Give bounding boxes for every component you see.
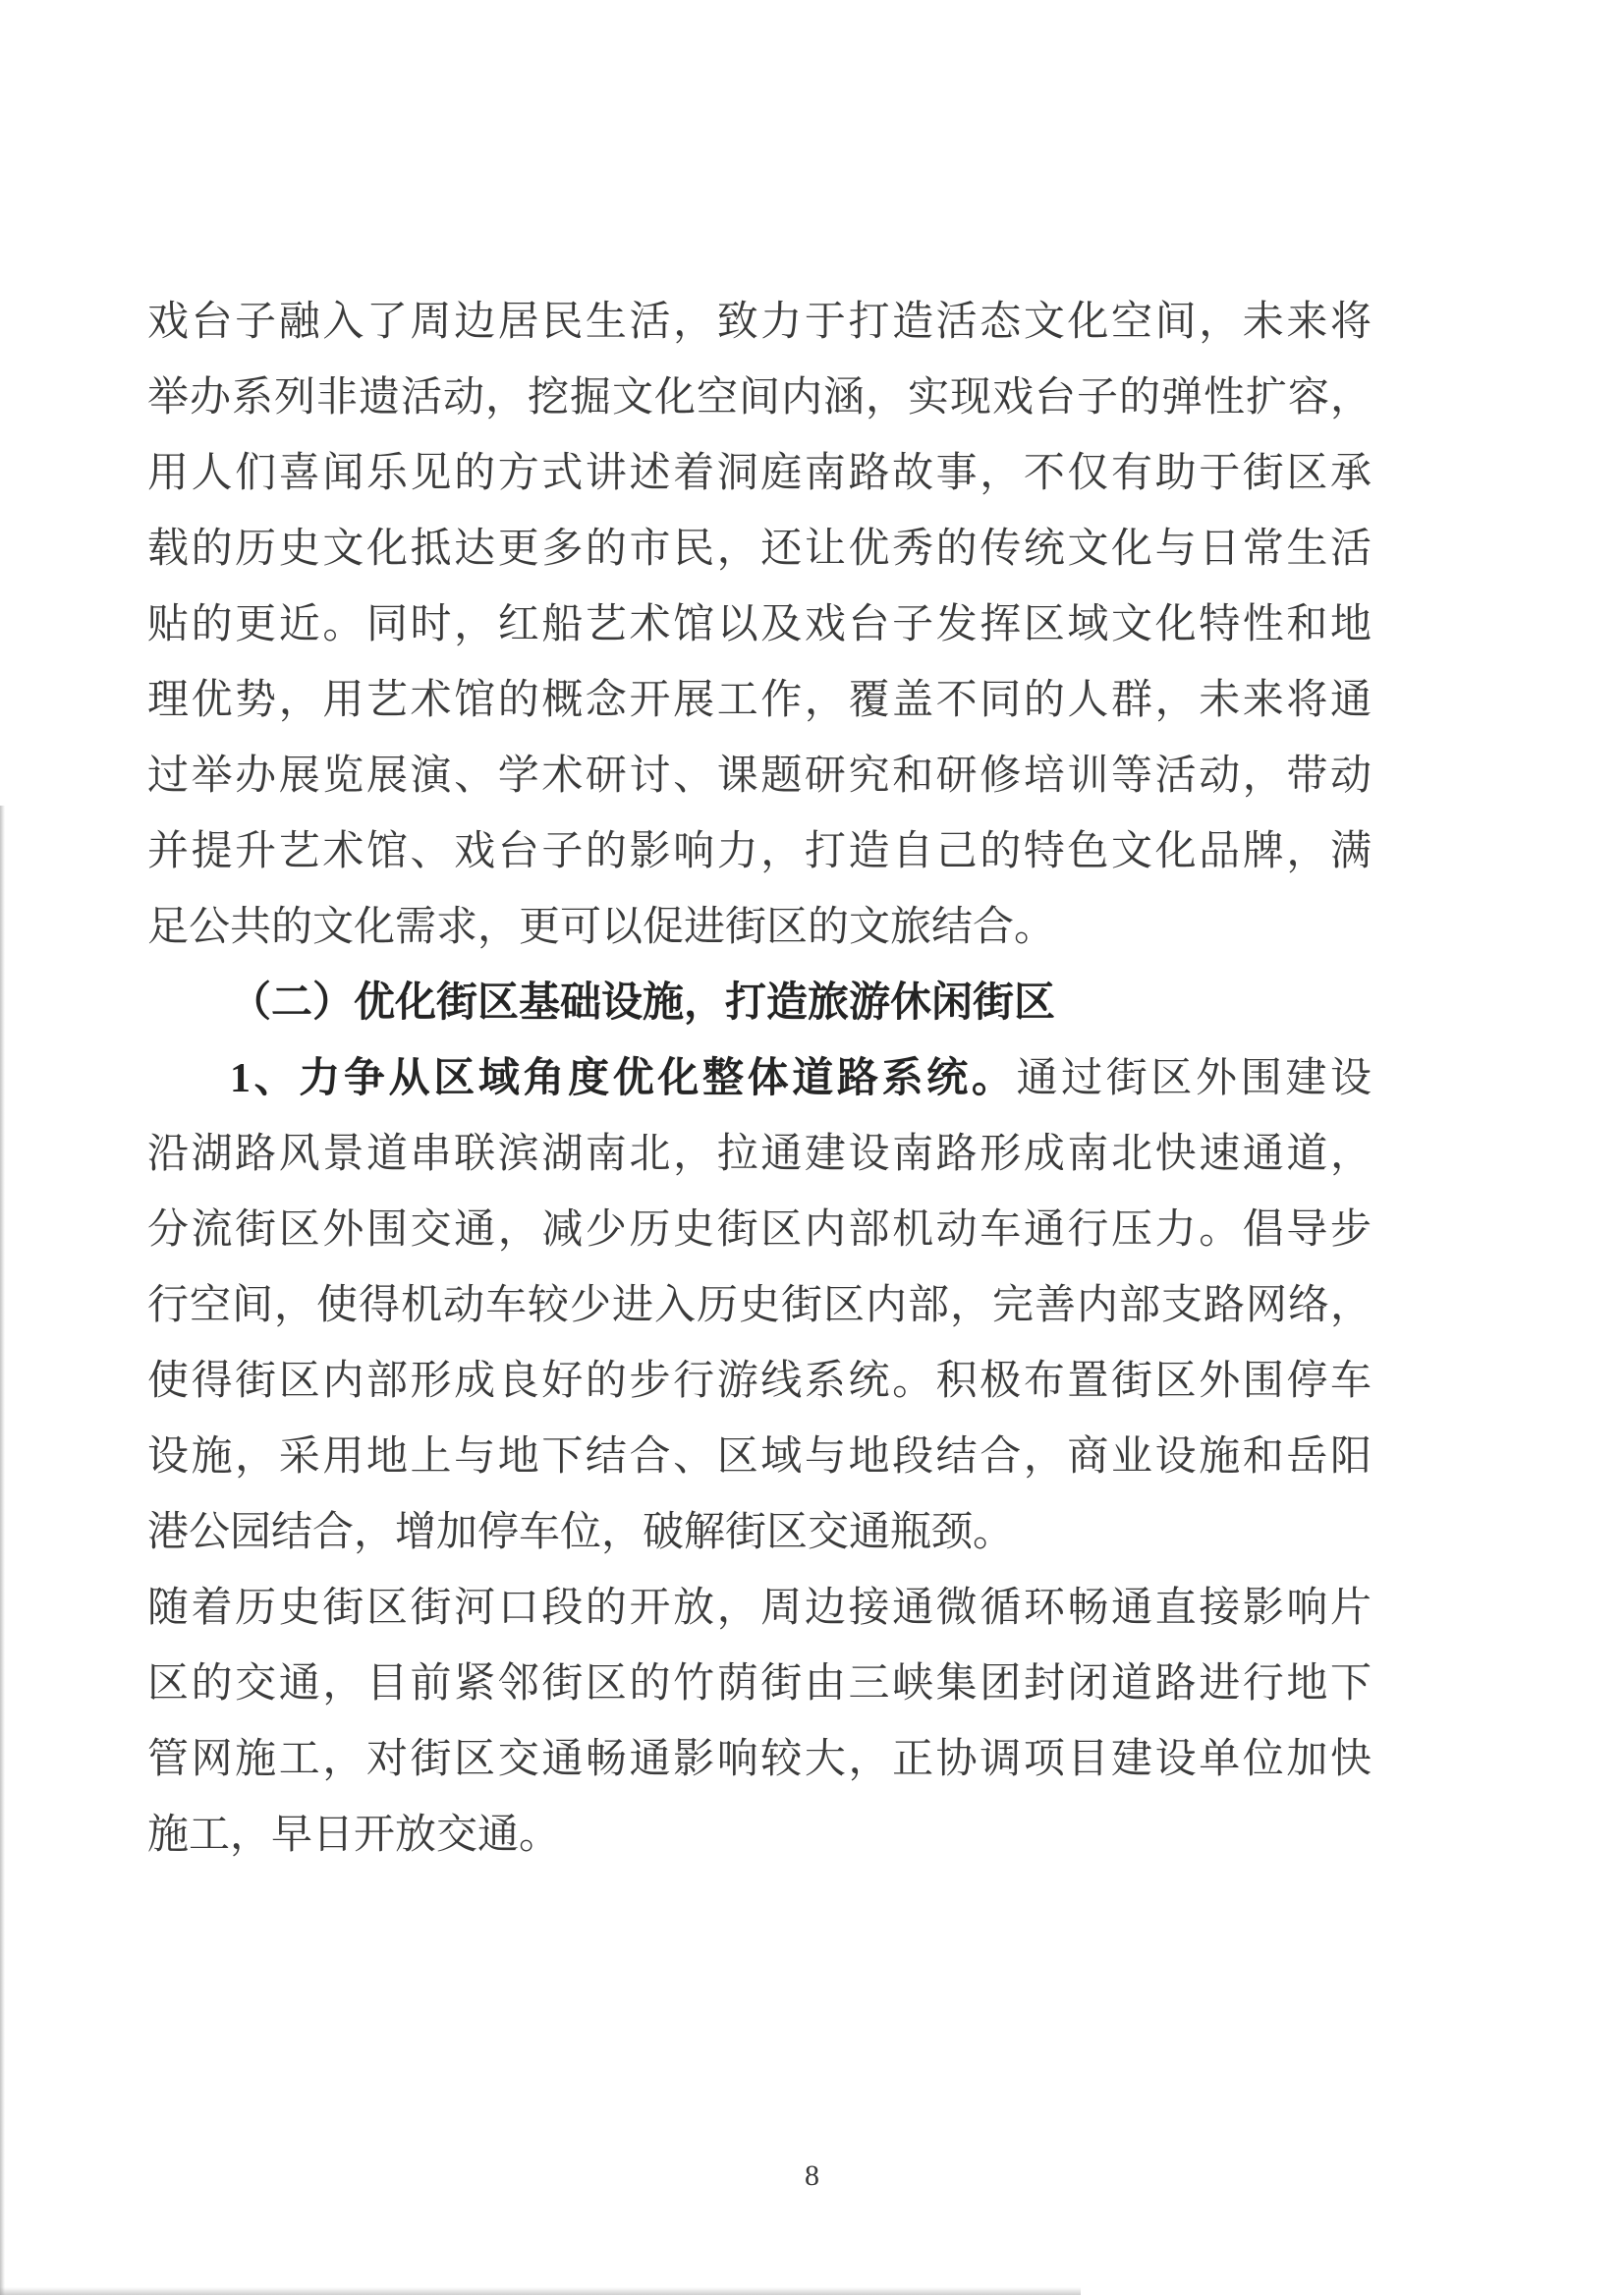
text-line: 沿湖路风景道串联滨湖南北，拉通建设南路形成南北快速通道， <box>147 1132 1372 1177</box>
subitem-lead-rest: 通过街区外围建设 <box>1016 1056 1372 1101</box>
text-line: 区的交通，目前紧邻街区的竹荫街由三峡集团封闭道路进行地下 <box>147 1661 1372 1707</box>
text-line: 理优势，用艺术馆的概念开展工作，覆盖不同的人群，未来将通 <box>147 678 1372 723</box>
paragraph-road-system <box>147 1041 1372 1571</box>
text-line: 戏台子融入了周边居民生活，致力于打造活态文化空间，未来将 <box>147 300 1372 345</box>
text-line: 使得街区内部形成良好的步行游线系统。积极布置街区外围停车 <box>147 1359 1372 1404</box>
page-number: 8 <box>805 2159 819 2192</box>
text-line: 足公共的文化需求，更可以促进街区的文旅结合。 <box>147 905 1056 950</box>
text-line: 贴的更近。同时，红船艺术馆以及戏台子发挥区域文化特性和地 <box>147 602 1372 647</box>
text-line: 管网施工，对街区交通畅通影响较大，正协调项目建设单位加快 <box>147 1737 1372 1782</box>
paragraph-continuation <box>147 285 1372 966</box>
scan-edge-shadow-bottom <box>0 2287 1081 2295</box>
text-line: 施工，早日开放交通。 <box>147 1813 561 1858</box>
paragraph-traffic-note <box>147 1571 1372 1874</box>
text-line: 过举办展览展演、学术研讨、课题研究和研修培训等活动，带动 <box>147 754 1372 799</box>
text-line: 港公园结合，增加停车位，破解街区交通瓶颈。 <box>147 1510 1015 1555</box>
text-line: 举办系列非遗活动，挖掘文化空间内涵，实现戏台子的弹性扩容， <box>147 375 1372 420</box>
section-heading: （二）优化街区基础设施，打造旅游休闲街区 <box>230 980 1056 1026</box>
text-line: 设施，采用地上与地下结合、区域与地段结合，商业设施和岳阳 <box>147 1434 1372 1480</box>
text-line: 分流街区外围交通，减少历史街区内部机动车通行压力。倡导步 <box>147 1207 1372 1253</box>
document-body <box>147 285 1372 1874</box>
text-line: 载的历史文化抵达更多的市民，还让优秀的传统文化与日常生活 <box>147 527 1372 572</box>
text-line: 随着历史街区街河口段的开放，周边接通微循环畅通直接影响片 <box>147 1586 1372 1631</box>
text-line: 行空间，使得机动车较少进入历史街区内部，完善内部支路网络， <box>147 1283 1372 1328</box>
text-line <box>147 1041 1372 1117</box>
subitem-number-title: 1、力争从区域角度优化整体道路系统。 <box>230 1056 1017 1101</box>
text-line: 并提升艺术馆、戏台子的影响力，打造自己的特色文化品牌，满 <box>147 829 1372 874</box>
text-line: 用人们喜闻乐见的方式讲述着洞庭南路故事，不仅有助于街区承 <box>147 451 1372 496</box>
scan-edge-shadow-left <box>0 806 5 2295</box>
